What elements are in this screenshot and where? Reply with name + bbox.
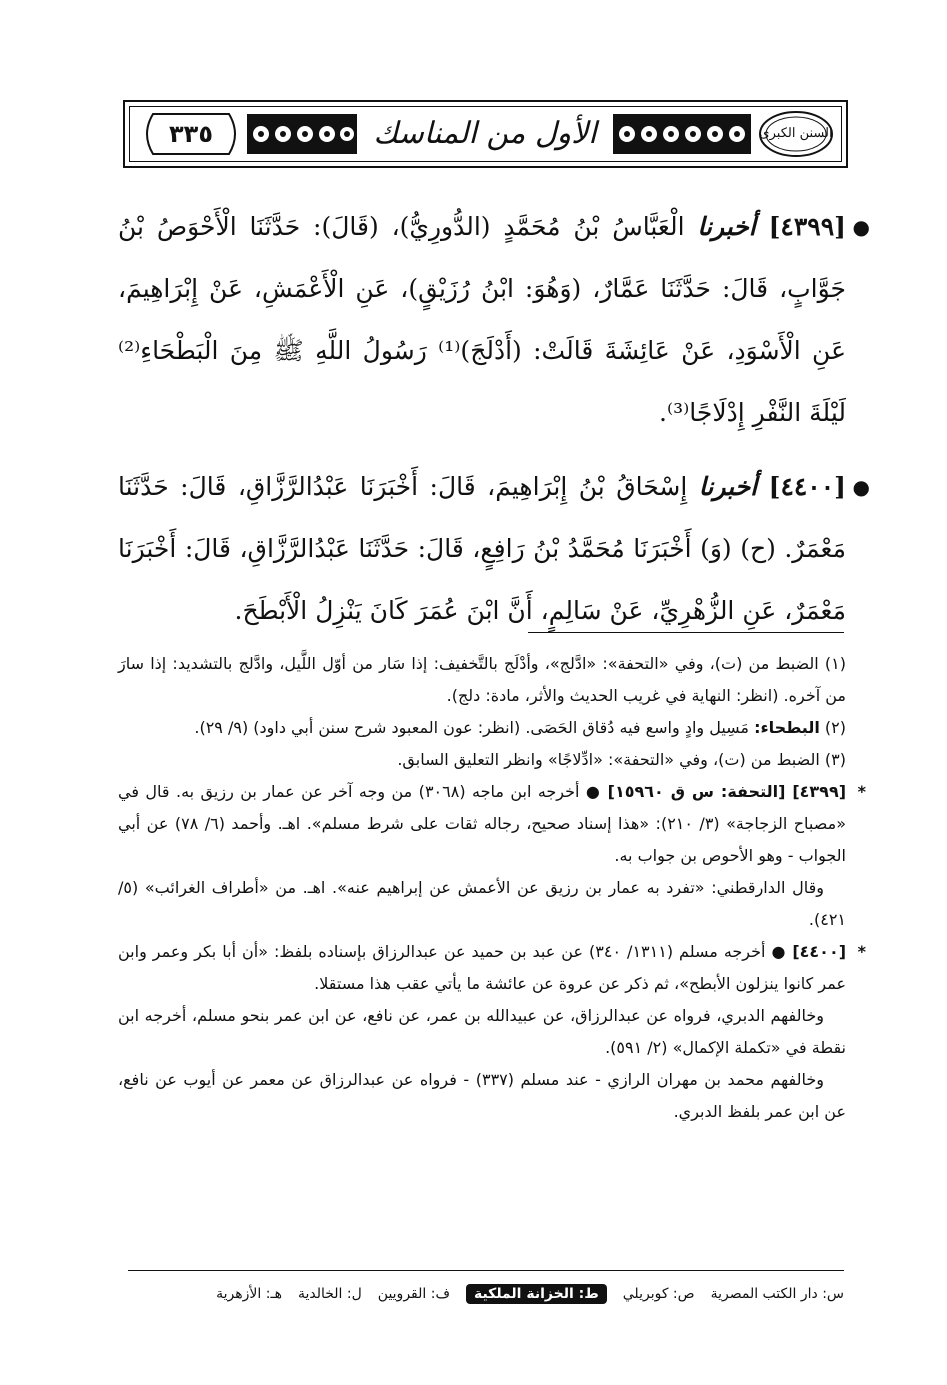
takhrij-line: وخالفهم الدبري، فرواه عن عبدالرزاق، عن عبيدالله بن عمر، عن نافع، عن ابن عمر بنحو مسلم، أخرجه ابن نقطة في «تكملة الإكمال» (٢/ ٥٩١). (118, 1006, 846, 1057)
ornament-left (247, 108, 357, 160)
akhbarana-marker: أخبرنا (698, 472, 758, 501)
bullet-icon: ● (852, 215, 870, 239)
manuscript-legend (128, 1278, 844, 1310)
footnote-2-term: البطحاء: (754, 718, 820, 737)
page-number: ٣٣٥ (169, 120, 213, 148)
takhrij-ref: [٤٤٠٠] (792, 942, 847, 961)
book-logo (758, 110, 834, 158)
legend-item: هـ: الأزهرية (216, 1286, 282, 1302)
page-number-cartouche (139, 112, 243, 156)
takhrij-4399 (118, 776, 866, 936)
footnotes-section (118, 648, 866, 1128)
page-header (123, 100, 848, 168)
takhrij-line: ● أخرجه مسلم (١٣١١/ ٣٤٠) عن عبد بن حميد عن عبدالرزاق بإسناده بلفظ: «أن أبا بكر وعمر وابن عمر كانوا ينزلون الأبطح»، ثم ذكر عن عروة عن عائشة ما يأتي عقب هذا مستقلا. (118, 942, 846, 993)
akhbarana-marker: أخبرنا (697, 212, 756, 241)
takhrij-line: وخالفهم محمد بن مهران الرازي - عند مسلم (٣٣٧) - فرواه عن عبدالرزاق عن معمر عن أيوب عن نافع، عن ابن عمر بلفظ الدبري. (118, 1070, 846, 1121)
footnote-2 (118, 712, 846, 744)
footnote-3: (٣) الضبط من (ت)، وفي «التحفة»: «ادِّلاجًا» وانظر التعليق السابق. (397, 750, 846, 769)
takhrij-4400 (118, 936, 866, 1128)
logo-text: السنن الكبرى (759, 126, 833, 141)
bullet-icon: ● (852, 475, 870, 499)
legend-item-highlighted: ط: الخزانة الملكية (466, 1284, 607, 1304)
legend-item: ص: كوبريلي (622, 1286, 695, 1302)
footnote-1: (١) الضبط من (ت)، وفي «التحفة»: «ادَّلج»، وأدْلَج بالتَّخفيف: إذا سَار من أوّل اللَّيل، وادَّلج بالتشديد: إذا سارَ من آخره. (انظر: النهاية في غريب الحديث والأثر، مادة: دلج). (118, 654, 846, 705)
takhrij-line: ● أخرجه ابن ماجه (٣٠٦٨) من وجه آخر عن عمار بن رزيق به. قال في «مصباح الزجاجة» (٣/ ٢١٠): «هذا إسناد صحيح، رجاله ثقات على شرط مسلم». اهـ. وأحمد (٦/ ٧٨) عن أبي الجواب - وهو الأحوص بن جواب به. (118, 782, 846, 865)
hadith-text: الْعَبَّاسُ بْنُ مُحَمَّدٍ (الدُّورِيُّ)، (قَالَ): حَدَّثَنَا الْأَحْوَصُ بْنُ جَوَّابٍ، قَالَ: حَدَّثَنَا عَمَّارٌ، (وَهُوَ: ابْنُ رُزَيْقٍ)، عَنِ الْأَعْمَشِ، عَنْ إِبْرَاهِيمَ، عَنِ الْأَسْوَدِ، عَنْ عَائِشَةَ قَالَتْ: (أَدْلَجَ)⁽¹⁾ رَسُولُ اللَّهِ ﷺ مِنَ الْبَطْحَاءِ⁽²⁾ لَيْلَةَ النَّفْرِ إِدْلَاجًا⁽³⁾. (118, 212, 847, 427)
takhrij-ref: [٤٣٩٩] [التحفة: س ق ١٥٩٦٠] (607, 782, 847, 801)
legend-item: س: دار الكتب المصرية (710, 1286, 844, 1302)
legend-divider (128, 1270, 844, 1271)
hadith-text: إِسْحَاقُ بْنُ إِبْرَاهِيمَ، قَالَ: أَخْبَرَنَا عَبْدُالرَّزَّاقِ، قَالَ: حَدَّثَنَا مَعْمَرٌ. (ح) (وَ) أَخْبَرَنَا مُحَمَّدُ بْنُ رَافِعٍ، قَالَ: حَدَّثَنَا عَبْدُالرَّزَّاقِ، قَالَ: أَخْبَرَنَا مَعْمَرٌ، عَنِ الزُّهْرِيِّ، عَنْ سَالِمٍ، أَنَّ ابْنَ عُمَرَ كَانَ يَنْزِلُ الْأَبْطَحَ. (118, 472, 846, 625)
footnote-divider (528, 632, 844, 633)
legend-item: ل: الخالدية (297, 1286, 362, 1302)
takhrij-line: وقال الدارقطني: «تفرد به عمار بن رزيق عن الأعمش عن إبراهيم عنه». اهـ. من «أطراف الغرائب» (٥/ ٤٢١). (118, 878, 846, 929)
hadith-number: [٤٤٠٠] (768, 472, 847, 501)
footnote-2-number: (٢) (824, 718, 846, 737)
star-icon: * (857, 942, 866, 961)
hadith-number: [٤٣٩٩] (768, 212, 846, 241)
book-title: الأول من المناسك (373, 116, 597, 151)
hadith-4399 (118, 196, 870, 444)
star-icon: * (857, 782, 866, 801)
hadith-4400 (118, 456, 870, 642)
legend-item: ف: القرويين (377, 1286, 450, 1302)
ornament-right (613, 108, 751, 160)
footnote-2-text: مَسِيل وادٍ واسع فيه دُقاق الحَصَى. (انظر: عون المعبود شرح سنن أبي داود) (٩/ ٢٩). (194, 718, 749, 737)
main-text (118, 196, 870, 654)
